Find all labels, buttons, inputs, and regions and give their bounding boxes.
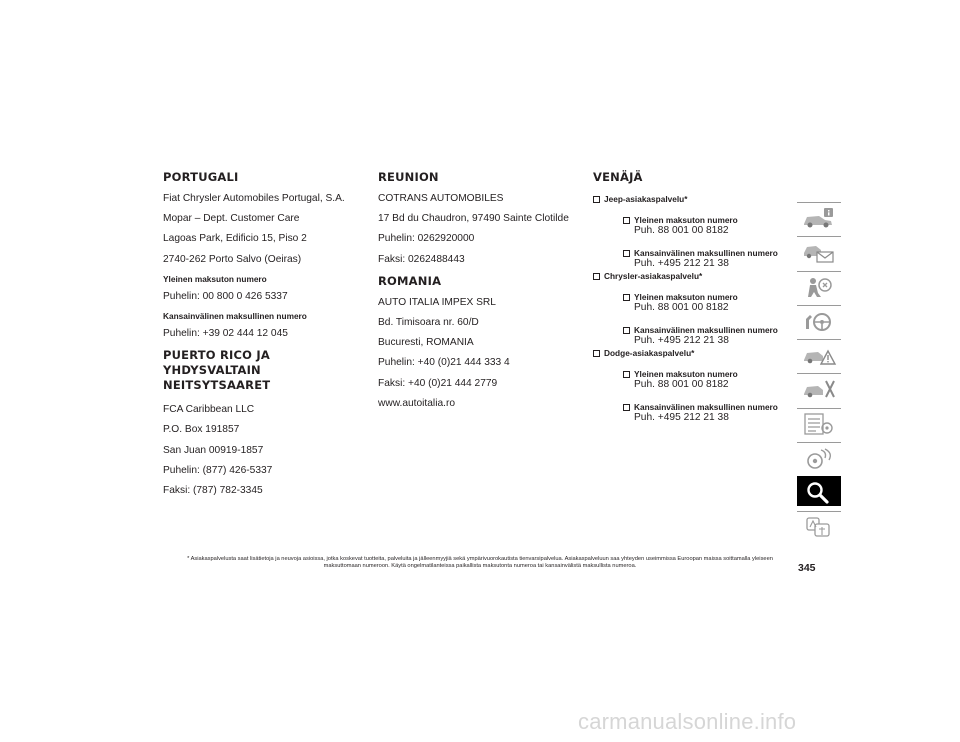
free-phone: Puh. 88 001 00 8182 (634, 302, 729, 313)
reunion-address: 17 Bd du Chaudron, 97490 Sainte Clotilde (378, 213, 569, 225)
language-icon (801, 515, 837, 539)
portugali-free-phone: Puhelin: 00 800 0 426 5337 (163, 290, 288, 302)
tab-airbag-person[interactable] (797, 271, 841, 301)
sub-item-free (623, 369, 793, 379)
portugali-dept: Mopar – Dept. Customer Care (163, 213, 300, 225)
free-label: Yleinen maksuton numero (634, 292, 738, 302)
tab-language[interactable] (797, 511, 841, 541)
romania-fax: Faksi: +40 (0)21 444 2779 (378, 377, 498, 389)
venaja-group-jeep (593, 194, 793, 270)
group-name: Dodge-asiakaspalvelu* (604, 348, 695, 358)
page-number: 345 (798, 562, 816, 574)
portugali-paid-phone: Puhelin: +39 02 444 12 045 (163, 327, 288, 339)
puerto-rico-company: FCA Caribbean LLC (163, 404, 255, 416)
list-item (623, 248, 793, 258)
checkbox-square-icon (593, 196, 600, 203)
section-puerto-rico (163, 348, 363, 497)
search-icon (801, 480, 837, 504)
sub-item-free (623, 215, 793, 225)
section-title-venaja: VENÄJÄ (593, 170, 643, 184)
paid-phone: Puh. +495 212 21 38 (634, 335, 729, 346)
car-info-icon (801, 206, 837, 230)
paid-phone: Puh. +495 212 21 38 (634, 258, 729, 269)
venaja-group-chrysler (593, 271, 793, 347)
list-item (593, 194, 793, 204)
free-phone: Puh. 88 001 00 8182 (634, 225, 729, 236)
spec-list-icon (801, 412, 837, 436)
section-title-portugali: PORTUGALI (163, 170, 239, 184)
list-item (593, 348, 793, 358)
tab-steering-wheel[interactable] (797, 305, 841, 335)
free-phone: Puh. 88 001 00 8182 (634, 379, 729, 390)
section-venaja (593, 170, 793, 424)
checkbox-square-icon (593, 350, 600, 357)
section-title-puerto-rico: PUERTO RICO JA YHDYSVALTAIN NEITSYTSAARET (163, 348, 271, 393)
sub-item-paid (623, 402, 793, 412)
column-venaja (593, 170, 793, 425)
section-portugali (163, 170, 363, 340)
portugali-company: Fiat Chrysler Automobiles Portugal, S.A. (163, 193, 345, 204)
column-reunion-romania (378, 170, 578, 418)
paid-label: Kansainvälinen maksullinen numero (634, 248, 778, 258)
paid-phone: Puh. +495 212 21 38 (634, 412, 729, 423)
list-item (623, 292, 793, 302)
venaja-group-dodge (593, 348, 793, 424)
tab-car-warning[interactable] (797, 339, 841, 369)
portugali-address2: 2740-262 Porto Salvo (Oeiras) (163, 253, 302, 265)
car-warning-icon (801, 343, 837, 367)
list-item (593, 271, 793, 281)
section-reunion (378, 170, 578, 266)
sub-item-paid (623, 248, 793, 258)
tab-car-info[interactable] (797, 202, 841, 232)
footnote: * Asiakaspalvelusta saat lisätietoja ja neuvoja asioissa, jotka koskevat tuotteita, palveluita ja jälleenmyyjiä sekä ympärivuorokautista tienvarsipalvelua. Asiakaspalveluun saa yhteyden useimmissa Euroopan maissa soittamalla yleiseen maksuttomaan numeroon. Käytä ongelmatilanteissa paikallista maksutonta numeroa tai kansainvälistä maksullista numeroa. (187, 556, 773, 569)
list-item (623, 369, 793, 379)
car-service-icon (801, 377, 837, 401)
sub-item-free (623, 292, 793, 302)
checkbox-square-icon (593, 273, 600, 280)
group-name: Jeep-asiakaspalvelu* (604, 194, 688, 204)
group-name: Chrysler-asiakaspalvelu* (604, 271, 703, 281)
portugali-free-label: Yleinen maksuton numero (163, 273, 267, 284)
portugali-paid-label: Kansainvälinen maksullinen numero (163, 310, 307, 321)
airbag-person-icon (801, 275, 837, 299)
chapter-tabs (797, 202, 841, 545)
reunion-fax: Faksi: 0262488443 (378, 253, 465, 265)
tab-search-index[interactable] (797, 476, 841, 506)
checkbox-square-icon (623, 371, 630, 378)
romania-phone: Puhelin: +40 (0)21 444 333 4 (378, 357, 510, 369)
romania-city: Bucuresti, ROMANIA (378, 337, 474, 349)
car-mail-icon (801, 240, 837, 264)
puerto-rico-fax: Faksi: (787) 782-3345 (163, 484, 263, 496)
section-romania (378, 274, 578, 410)
tab-car-mail[interactable] (797, 236, 841, 266)
reunion-phone: Puhelin: 0262920000 (378, 233, 475, 245)
puerto-rico-pobox: P.O. Box 191857 (163, 424, 240, 436)
checkbox-square-icon (623, 327, 630, 334)
section-title-reunion: REUNION (378, 170, 439, 184)
tab-car-service[interactable] (797, 373, 841, 403)
checkbox-square-icon (623, 250, 630, 257)
sub-item-paid (623, 325, 793, 335)
column-portugal-puertorico (163, 170, 363, 505)
reunion-company: COTRANS AUTOMOBILES (378, 193, 504, 204)
checkbox-square-icon (623, 217, 630, 224)
romania-address: Bd. Timisoara nr. 60/D (378, 316, 479, 328)
paid-label: Kansainvälinen maksullinen numero (634, 325, 778, 335)
puerto-rico-phone: Puhelin: (877) 426-5337 (163, 464, 273, 476)
section-title-romania: ROMANIA (378, 273, 442, 288)
checkbox-square-icon (623, 294, 630, 301)
puerto-rico-city: San Juan 00919-1857 (163, 444, 264, 456)
checkbox-square-icon (623, 404, 630, 411)
free-label: Yleinen maksuton numero (634, 215, 738, 225)
list-item (623, 325, 793, 335)
tab-multimedia[interactable] (797, 442, 841, 472)
romania-company: AUTO ITALIA IMPEX SRL (378, 296, 496, 308)
free-label: Yleinen maksuton numero (634, 369, 738, 379)
watermark: carmanualsonline.info (578, 709, 797, 734)
romania-web: www.autoitalia.ro (378, 397, 456, 409)
multimedia-icon (801, 446, 837, 470)
portugali-address1: Lagoas Park, Edificio 15, Piso 2 (163, 233, 307, 245)
paid-label: Kansainvälinen maksullinen numero (634, 402, 778, 412)
tab-spec-list[interactable] (797, 408, 841, 438)
list-item (623, 215, 793, 225)
steering-wheel-icon (801, 309, 837, 333)
list-item (623, 402, 793, 412)
